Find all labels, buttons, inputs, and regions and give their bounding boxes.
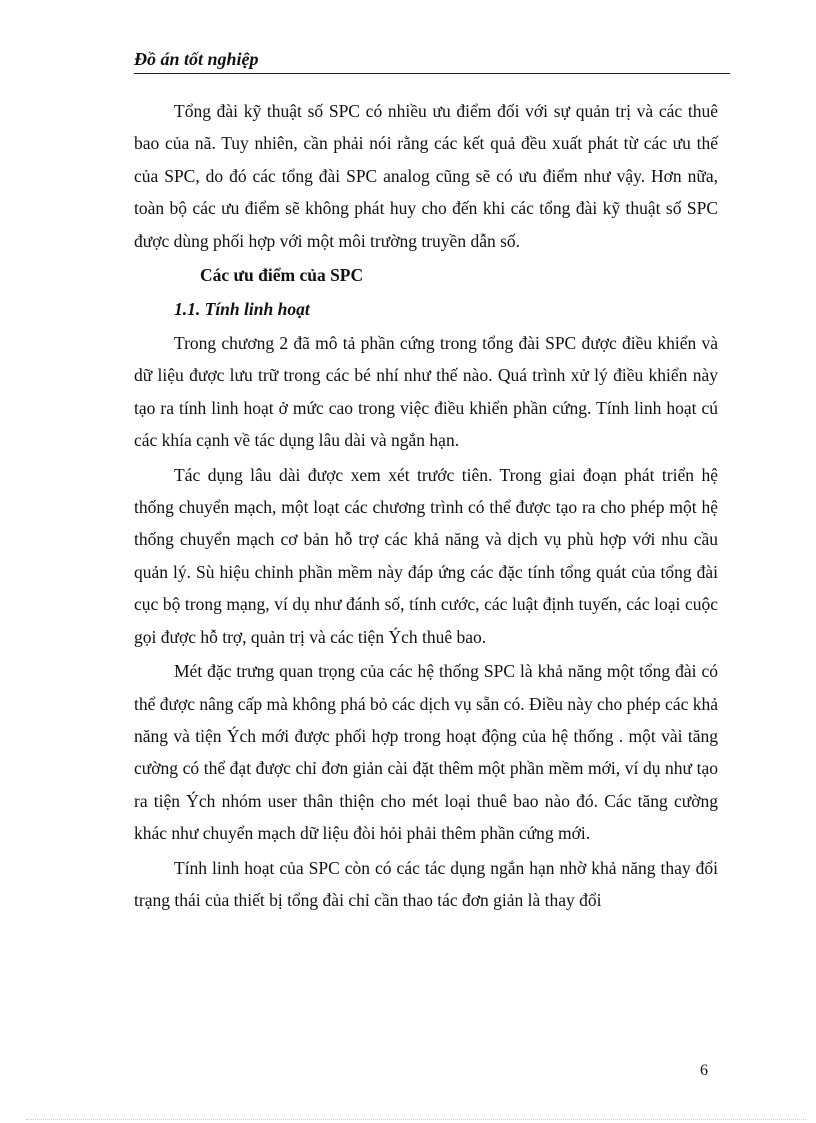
body-paragraph-4: Tính linh hoạt của SPC còn có các tác dụng ngắn hạn nhờ khả năng thay đổi trạng thái của thiết bị tổng đài chỉ cần thao tác đơn giản là thay đổi	[134, 857, 718, 910]
body-paragraph-2: Tác dụng lâu dài được xem xét trước tiên. Trong giai đoạn phát triển hệ thống chuyển mạch, một loạt các chương trình có thể được tạo ra cho phép một hệ thống chuyển mạch cơ bản hỗ trợ các khả năng và dịch vụ phù hợp với nhu cầu quản lý. Sù hiệu chỉnh phần mềm này đáp ứng các đặc tính tổng quát của tổng đài cục bộ trong mạng, ví dụ như đánh số, tính cước, các luật định tuyến, các loại cuộc gọi được hỗ trợ, quản trị và các tiện Ých thuê bao.	[134, 464, 718, 647]
body-paragraph-3: Mét đặc trưng quan trọng của các hệ thống SPC là khả năng một tổng đài có thể được nâng cấp mà không phá bỏ các dịch vụ sẵn có. Điều này cho phép các khả năng và tiện Ých mới được phối hợp trong hoạt động của hệ thống . một vài tăng cường có thể đạt được chỉ đơn giản cài đặt thêm một phần mềm mới, ví dụ như tạo ra tiện Ých nhóm user thân thiện cho mét loại thuê bao nào đó. Các tăng cường khác như chuyển mạch dữ liệu đòi hỏi phải thêm phần cứng mới.	[134, 661, 718, 844]
body-paragraph-1: Trong chương 2 đã mô tả phần cứng trong tổng đài SPC được điều khiển và dữ liệu được lưu trữ trong các bé nhí như thế nào. Quá trình xử lý điều khiển này tạo ra tính linh hoạt ở mức cao trong việc điều khiển phần cứng. Tính linh hoạt cú các khía cạnh về tác dụng lâu dài và ngắn hạn.	[134, 333, 718, 451]
page-body	[134, 95, 718, 918]
subsection-heading: 1.1. Tính linh hoạt	[174, 299, 310, 320]
intro-paragraph: Tổng đài kỹ thuật số SPC có nhiều ưu điểm đối với sự quản trị và các thuê bao của nã. Tuy nhiên, cần phải nói rằng các kết quả đều xuất phát từ các ưu thế của SPC, do đó các tổng đài SPC analog cũng sẽ có ưu điểm như vậy. Hơn nữa, toàn bộ các ưu điểm sẽ không phát huy cho đến khi các tổng đài kỹ thuật số SPC được dùng phối hợp với một môi trường truyền dẫn số.	[134, 101, 718, 251]
page-header	[134, 48, 730, 70]
section-heading: Các ưu điểm của SPC	[200, 265, 364, 286]
page-number: 6	[700, 1062, 708, 1079]
header-divider	[134, 73, 730, 74]
page-bottom-border	[26, 1119, 806, 1120]
document-title: Đồ án tốt nghiệp	[134, 49, 259, 69]
